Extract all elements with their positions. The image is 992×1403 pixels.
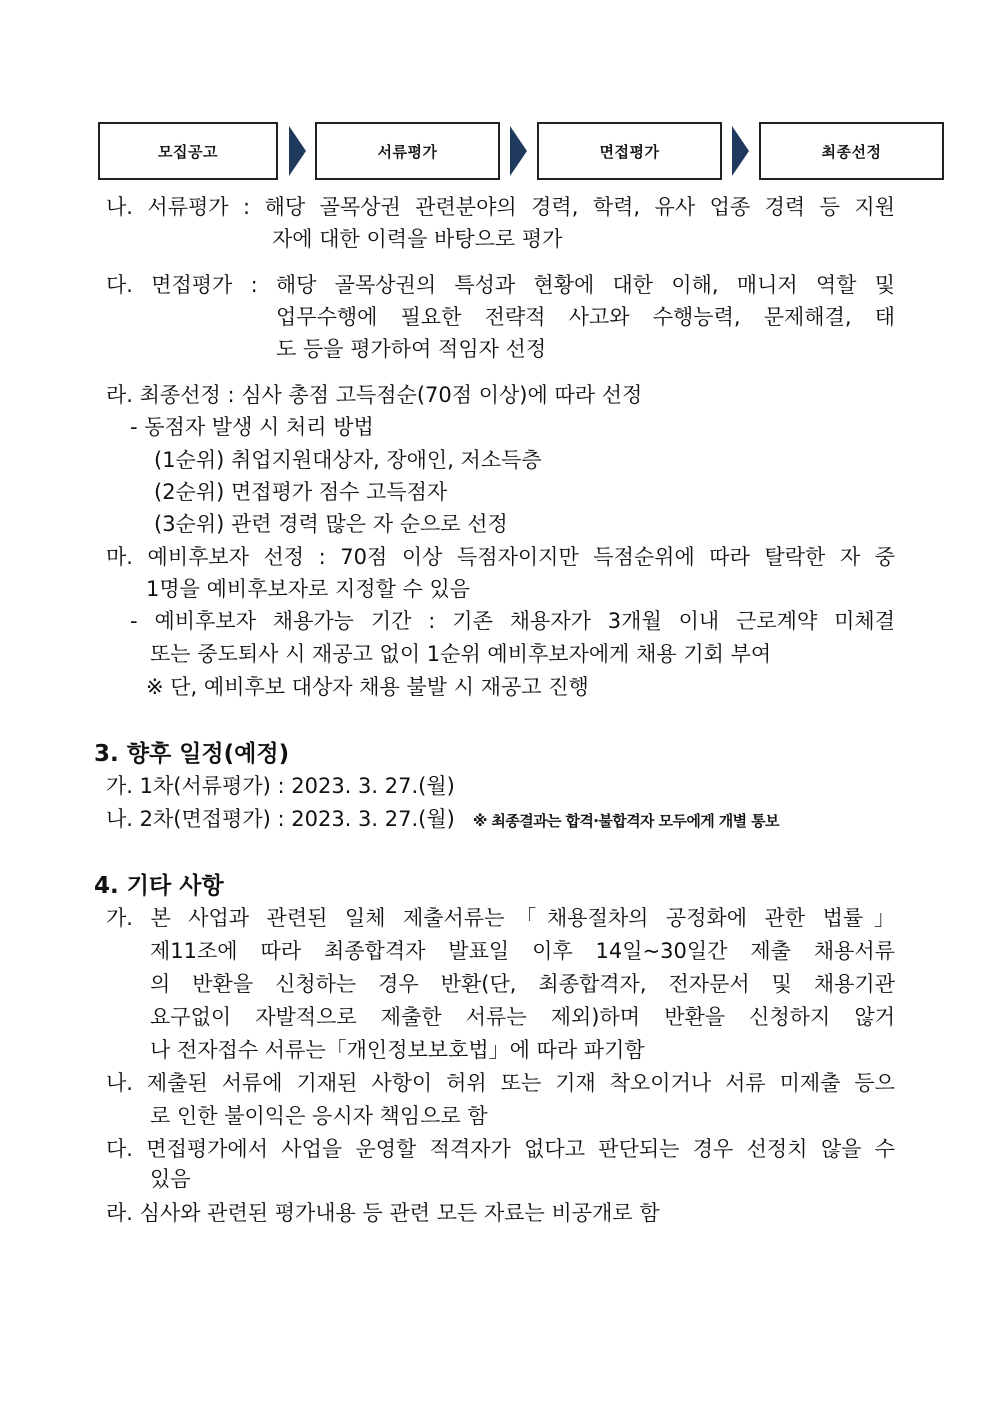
- final-selection-line: 라. 최종선정 : 심사 총점 고득점순(70점 이상)에 따라 선정: [106, 383, 643, 407]
- arrow-right-icon: [732, 126, 749, 176]
- reserve-candidate-line-2: 1명을 예비후보자로 지정할 수 있음: [146, 577, 471, 601]
- schedule-note: ※ 최종결과는 합격·불합격자 모두에게 개별 통보: [472, 812, 779, 830]
- tie-rank-2: (2순위) 면접평가 점수 고득점자: [154, 480, 448, 504]
- etc-na-line-1: 나. 제출된 서류에 기재된 사항이 허위 또는 기재 착오이거나 서류 미제출 등으: [106, 1071, 895, 1095]
- flow-step-final-selection: 최종선정: [759, 122, 944, 180]
- flow-step-interview: 면접평가: [537, 122, 722, 180]
- etc-da-line-2: 있음: [150, 1167, 191, 1191]
- schedule-item-1: 가. 1차(서류평가) : 2023. 3. 27.(월): [106, 774, 455, 798]
- arrow-right-icon: [289, 126, 306, 176]
- reserve-hiring-period-line-2: 또는 중도퇴사 시 재공고 없이 1순위 예비후보자에게 채용 기회 부여: [150, 642, 772, 666]
- document-review-line-2: 자에 대한 이력을 바탕으로 평가: [272, 227, 563, 251]
- reserve-note: ※ 단, 예비후보 대상자 채용 불발 시 재공고 진행: [146, 675, 589, 699]
- etc-ga-line-4: 요구없이 자발적으로 제출한 서류는 제외)하며 반환을 신청하지 않거: [150, 1005, 895, 1029]
- reserve-candidate-line-1: 마. 예비후보자 선정 : 70점 이상 득점자이지만 득점순위에 따라 탈락한 자 중: [106, 545, 895, 569]
- tie-rank-1: (1순위) 취업지원대상자, 장애인, 저소득층: [154, 448, 542, 472]
- tie-handling-heading: - 동점자 발생 시 처리 방법: [130, 415, 374, 439]
- tie-rank-3: (3순위) 관련 경력 많은 자 순으로 선정: [154, 512, 508, 536]
- schedule-item-2-text: 나. 2차(면접평가) : 2023. 3. 27.(월): [106, 807, 455, 831]
- etc-ga-line-5: 나 전자접수 서류는「개인정보보호법」에 따라 파기함: [150, 1038, 645, 1062]
- interview-line-2: 업무수행에 필요한 전략적 사고와 수행능력, 문제해결, 태: [276, 305, 895, 329]
- etc-ga-line-1: 가. 본 사업과 관련된 일체 제출서류는「채용절차의 공정화에 관한 법률」: [106, 906, 895, 930]
- interview-line-1: 다. 면접평가 : 해당 골목상권의 특성과 현황에 대한 이해, 매니저 역할 및: [106, 273, 895, 297]
- reserve-hiring-period-line-1: - 예비후보자 채용가능 기간 : 기존 채용자가 3개월 이내 근로계약 미체결: [130, 609, 895, 633]
- arrow-right-icon: [510, 126, 527, 176]
- document-review-line-1: 나. 서류평가 : 해당 골목상권 관련분야의 경력, 학력, 유사 업종 경력 등 지원: [106, 195, 895, 219]
- etc-ra-line: 라. 심사와 관련된 평가내용 등 관련 모든 자료는 비공개로 함: [106, 1201, 660, 1225]
- etc-ga-line-2: 제11조에 따라 최종합격자 발표일 이후 14일~30일간 제출 채용서류: [150, 939, 895, 963]
- schedule-heading: 3. 향후 일정(예정): [94, 741, 290, 767]
- flow-step-recruit-notice: 모집공고: [98, 122, 278, 180]
- etc-na-line-2: 로 인한 불이익은 응시자 책임으로 함: [150, 1104, 488, 1128]
- process-flow: [98, 122, 944, 180]
- flow-step-document-review: 서류평가: [315, 122, 500, 180]
- etc-ga-line-3: 의 반환을 신청하는 경우 반환(단, 최종합격자, 전자문서 및 채용기관: [150, 972, 895, 996]
- etc-heading: 4. 기타 사항: [94, 873, 224, 899]
- schedule-item-2: [106, 804, 779, 836]
- etc-da-line-1: 다. 면접평가에서 사업을 운영할 적격자가 없다고 판단되는 경우 선정치 않을 수: [106, 1137, 895, 1161]
- interview-line-3: 도 등을 평가하여 적임자 선정: [276, 337, 547, 361]
